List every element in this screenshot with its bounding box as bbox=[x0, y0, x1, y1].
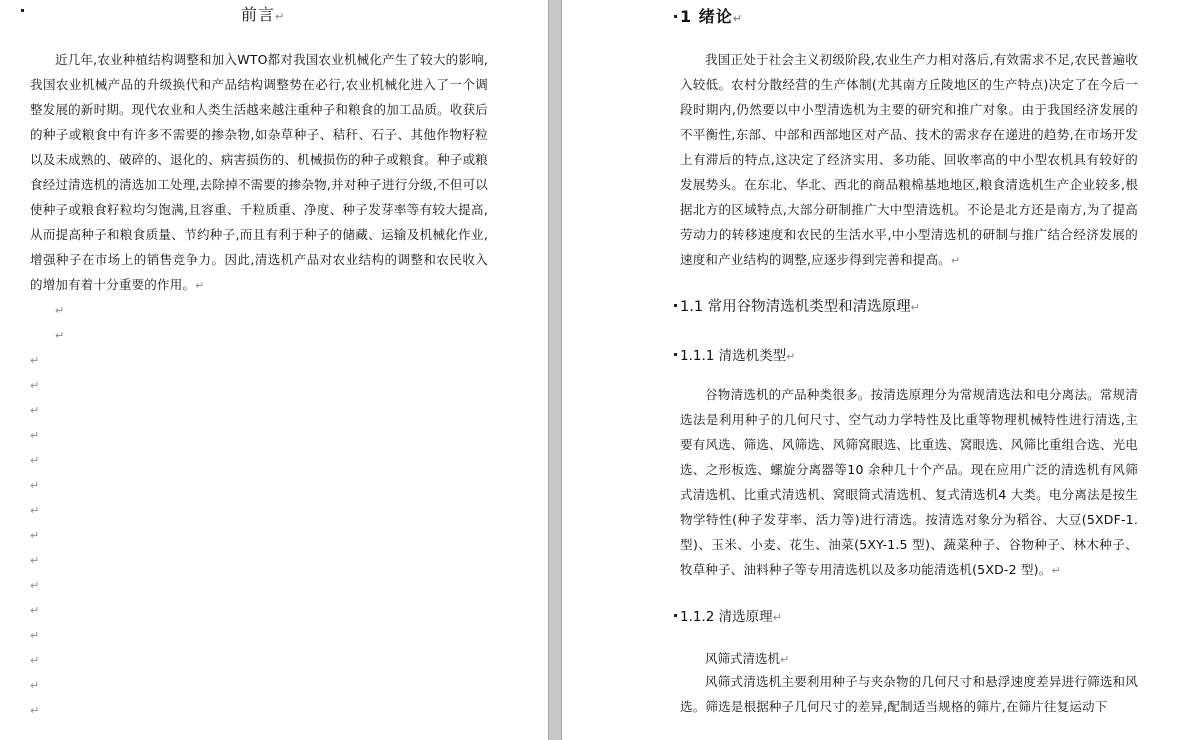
chapter-heading bbox=[680, 4, 743, 27]
empty-paragraph-mark: ↵ bbox=[55, 329, 65, 342]
empty-paragraph-mark: ↵ bbox=[30, 479, 40, 492]
empty-paragraph-mark: ↵ bbox=[30, 604, 40, 617]
principle-text: 风筛式清选机主要利用种子与夹杂物的几何尺寸和悬浮速度差异进行筛选和风选。筛选是根据种子几何尺寸的差异,配制适当规格的筛片,在筛片往复运动下 bbox=[680, 674, 1138, 714]
section-1-1-text: 1.1 常用谷物清选机类型和清选原理 bbox=[680, 299, 911, 315]
paragraph-mark: ↵ bbox=[950, 254, 961, 267]
paragraph-mark: ↵ bbox=[1051, 564, 1061, 577]
empty-paragraph-mark: ↵ bbox=[30, 404, 40, 417]
heading-marker-dot bbox=[674, 304, 677, 307]
preface-title-text: 前言 bbox=[241, 5, 276, 24]
empty-paragraph-mark: ↵ bbox=[30, 429, 40, 442]
preface-title bbox=[241, 2, 285, 25]
heading-marker-dot bbox=[674, 614, 677, 617]
types-text: 谷物清选机的产品种类很多。按清选原理分为常规清选法和电分离法。常规清选法是利用种子的几何尺寸、空气动力学特性及比重等物理机械特性进行清选,主要有风选、筛选、风筛选、风筛窝眼选、比重选、窝眼选、风筛比重组合选、光电选、之形板选、螺旋分离器等10 余种几十个产品。现在应用广泛的清选机有风筛式清选机、比重式清选机、窝眼筒式清选机、复式清选机4 大类。电分离法是按生物学特性(种子发芽率、活力等)进行清选。按清选对象分为稻谷、大豆(5XDF-1.型)、玉米、小麦、花生、油菜(5XY-1.5 型)、蔬菜种子、谷物种子、林木种子、牧草种子、油料种子等专用清选机以及多功能清选机(5XD-2 型)。 bbox=[680, 387, 1138, 577]
empty-paragraph-mark: ↵ bbox=[30, 454, 40, 467]
empty-paragraph-mark: ↵ bbox=[30, 629, 40, 642]
empty-paragraph-mark: ↵ bbox=[30, 679, 40, 692]
empty-paragraph-mark: ↵ bbox=[30, 654, 40, 667]
section-1-1-1-text: 1.1.1 清选机类型 bbox=[680, 348, 787, 364]
page-separator bbox=[548, 0, 562, 740]
empty-paragraph-mark: ↵ bbox=[30, 579, 40, 592]
empty-paragraph-mark: ↵ bbox=[30, 354, 40, 367]
chapter-heading-text: 1 绪论 bbox=[680, 7, 733, 26]
section-1-1-2-text: 1.1.2 清选原理 bbox=[680, 609, 773, 625]
types-paragraph bbox=[680, 382, 1138, 583]
empty-paragraph-mark: ↵ bbox=[30, 704, 40, 717]
paragraph-mark: ↵ bbox=[772, 611, 782, 624]
heading-marker-dot bbox=[674, 353, 677, 356]
subheading-text: 风筛式清选机 bbox=[705, 651, 781, 666]
right-document-page[interactable] bbox=[562, 0, 1179, 740]
empty-paragraph-mark: ↵ bbox=[55, 304, 65, 317]
selection-dot bbox=[21, 9, 24, 12]
preface-text: 近几年,农业种植结构调整和加入WTO都对我国农业机械化产生了较大的影响,我国农业机械产品的升级换代和产品结构调整势在必行,农业机械化进入了一个调整发展的新时期。现代农业和人类生活越来越注重种子和粮食的加工品质。收获后的种子或粮食中有许多不需要的掺杂物,如杂草种子、秸秆、石子、其他作物籽粒以及未成熟的、破碎的、退化的、病害损伤的、机械损伤的种子或粮食。种子或粮食经过清选机的清选加工处理,去除掉不需要的掺杂物,并对种子进行分级,不但可以使种子或粮食籽粒均匀饱满,且容重、千粒质重、净度、种子发芽率等有较大提高,从而提高种子和粮食质量、节约种子,而且有利于种子的储藏、运输及机械化作业,增强种子在市场上的销售竞争力。因此,清选机产品对农业结构的调整和农民收入的增加有着十分重要的作用。 bbox=[30, 52, 488, 292]
subheading-paragraph bbox=[705, 649, 789, 667]
left-document-page[interactable] bbox=[0, 0, 548, 740]
empty-paragraph-mark: ↵ bbox=[30, 529, 40, 542]
preface-paragraph bbox=[30, 47, 488, 298]
heading-marker-dot bbox=[674, 15, 677, 18]
paragraph-mark: ↵ bbox=[275, 10, 286, 23]
section-1-1-2-heading bbox=[680, 605, 782, 625]
paragraph-mark: ↵ bbox=[195, 279, 205, 292]
intro-paragraph bbox=[680, 47, 1138, 273]
principle-paragraph bbox=[680, 669, 1138, 719]
section-1-1-heading bbox=[680, 295, 920, 316]
paragraph-mark: ↵ bbox=[786, 350, 796, 363]
paragraph-mark: ↵ bbox=[780, 653, 790, 666]
paragraph-mark: ↵ bbox=[910, 301, 920, 314]
section-1-1-1-heading bbox=[680, 344, 795, 364]
empty-paragraph-mark: ↵ bbox=[30, 554, 40, 567]
empty-paragraph-mark: ↵ bbox=[30, 379, 40, 392]
intro-text: 我国正处于社会主义初级阶段,农业生产力相对落后,有效需求不足,农民普遍收入较低。农村分散经营的生产体制(尤其南方丘陵地区的生产特点)决定了在今后一段时期内,仍然要以中小型清选机为主要的研究和推广对象。由于我国经济发展的不平衡性,东部、中部和西部地区对产品、技术的需求存在递进的趋势,在市场开发上有滞后的特点,这决定了经济实用、多功能、回收率高的中小型农机具有较好的发展势头。在东北、华北、西北的商品粮棉基地地区,粮食清选机生产企业较多,根据北方的区域特点,大部分研制推广大中型清选机。不论是北方还是南方,为了提高劳动力的转移速度和农民的生活水平,中小型清选机的研制与推广结合经济发展的速度和产业结构的调整,应逐步得到完善和提高。 bbox=[680, 52, 1138, 267]
empty-paragraph-mark: ↵ bbox=[30, 504, 40, 517]
paragraph-mark: ↵ bbox=[732, 12, 743, 25]
